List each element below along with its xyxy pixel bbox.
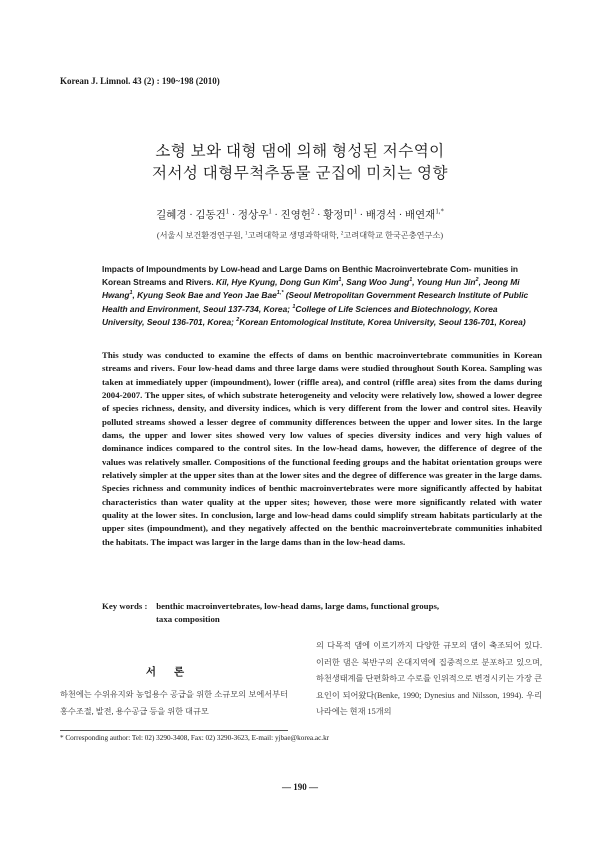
english-title-b: munities in Korean Streams and Rivers. [102, 264, 519, 288]
author-affiliation-mark: 1 [353, 208, 357, 216]
author-name: 황정미 [323, 210, 354, 221]
english-authors: Kil, Hye Kyung, Dong Gun Kim$^1$, Sang Woo Jung$^1$, Young Hun Jin$^2$, Jeong Mi Hwang$^1$, Kyung Seok Bae and Yeon Jae Bae$^{1,*}$ [102, 277, 520, 301]
affil-kr-part-2: 고려대학교 한국곤충연구소) [343, 231, 444, 240]
author-affiliation-mark: 2 [310, 208, 315, 216]
affil-kr-open: (서울시 보건환경연구원, [156, 231, 245, 240]
author-separator: · [314, 210, 324, 221]
author-list-korean [60, 207, 540, 222]
author-affiliation-mark: 1,* [435, 208, 444, 216]
author-affiliation-mark: 1 [225, 208, 230, 216]
title-line-1: 소형 보와 대형 댐에 의해 형성된 저수역이 [155, 143, 445, 160]
title-line-2: 저서성 대형무척추동물 군집에 미치는 영향 [151, 165, 448, 182]
author-name: 정상우 [237, 210, 269, 221]
author-separator: · [271, 210, 281, 221]
corresponding-author-footnote: * Corresponding author: Tel: 02) 3290-3408, Fax: 02) 3290-3623, E-mail: yjbae@korea.ac.kr [60, 734, 330, 742]
paper-title-korean [60, 141, 540, 185]
affil-kr-part-1: 고려대학교 생명과학대학, [247, 231, 341, 240]
affiliation-korean [60, 230, 540, 241]
author-name: 배경석 [365, 210, 397, 221]
footnote-divider [60, 730, 288, 731]
keywords-line-1: benthic macroinvertebrates, low-head dams, large dams, functional groups, [156, 601, 440, 611]
keywords-label: Key words : [102, 601, 148, 611]
author-affiliation-mark: 1 [268, 208, 272, 216]
english-title-block [102, 263, 542, 329]
journal-citation: Korean J. Limnol. 43 (2) : 190~198 (2010) [60, 76, 220, 86]
keywords-line-2: taxa composition [156, 614, 220, 624]
author-name: 길혜경 [156, 210, 187, 221]
author-name: 배연재 [404, 210, 436, 221]
affil-kr-sup-2: 2 [340, 230, 344, 237]
author-name: 진영헌 [280, 210, 311, 221]
author-separator: · [356, 210, 366, 221]
author-separator: · [229, 210, 238, 221]
section-title-introduction: 서론 [145, 667, 203, 678]
english-affiliation: (Seoul Metropolitan Government Research Institute of Public Health and Environment, Seoul 137-734, Korea; $^1$College of Life Sciences and Biotechnology, Korea University, Seoul 136-701, Korea; $^2$Korean Entomological Institute, Korea University, Seoul 136-701, Korea) [102, 290, 529, 327]
body-column-left: 하천에는 수위유지와 농업용수 공급을 위한 소규모의 보에서부터 홍수조절, 발전, 용수공급 등을 위한 대규모 [60, 690, 288, 716]
author-separator: · [396, 210, 405, 221]
abstract: This study was conducted to examine the effects of dams on benthic macroinvertebrate communities in Korean streams and rivers. Four low-head dams and three large dams were studied throughout South Korea. Sampling was taken at immediately upper (impoundment), lower (riffle area), and control (riffle area) sites from the dams during 2004-2007. The upper sites, of which substrate heterogeneity and velocity were relatively low, showed a lower degree of species richness, density, and diversity indices, which is very different from the lower and control sites. Heavily polluted streams showed a lesser degree of community differences between the upper and lower sites. In the large dams, the upper and lower sites showed very low values of species diversity indices and very high values of dominance indices compared to the control sites. In the low-head dams, however, the difference of degree of the values was relatively smaller. Compositions of the functional feeding groups and the habitat orientation groups were relatively simpler at the upper sites than at the lower sites and the degree of difference was greater in the large dams. Species richness and community indices of benthic macroinvertebrates were more significantly affected by habitat characteristics than water quality at the upper sites; however, those were more significantly related with water quality at the lower sites. In conclusion, large and low-head dams could simplify stream habitats particularly at the upper sites (impoundment), and they negatively affected on the benthic macroinvertebrate communities inhabited the habitats. The impact was larger in the large dams than in the low-head dams. [102, 350, 542, 547]
page-number: — 190 — [282, 782, 318, 792]
body-column-right: 의 다목적 댐에 이르기까지 다양한 규모의 댐이 축조되어 있다. 이러한 댐은 북반구의 온대지역에 집중적으로 분포하고 있으며, 하천생태계를 단편화하고 수로를 인위적으로 변경시키는 가장 큰 요인이 되어왔다(Benke, 1990; Dynesius and Nilsson, 1994). 우리나라에는 현재 15개의 [316, 641, 542, 717]
author-name: 김동건 [195, 210, 226, 221]
english-title-a: Impacts of Impoundments by Low-head and Large Dams on Benthic Macroinvertebrate Com- [102, 264, 472, 274]
keywords [102, 600, 542, 626]
affil-kr-sup-1: 1 [244, 230, 248, 237]
author-separator: · [186, 210, 196, 221]
